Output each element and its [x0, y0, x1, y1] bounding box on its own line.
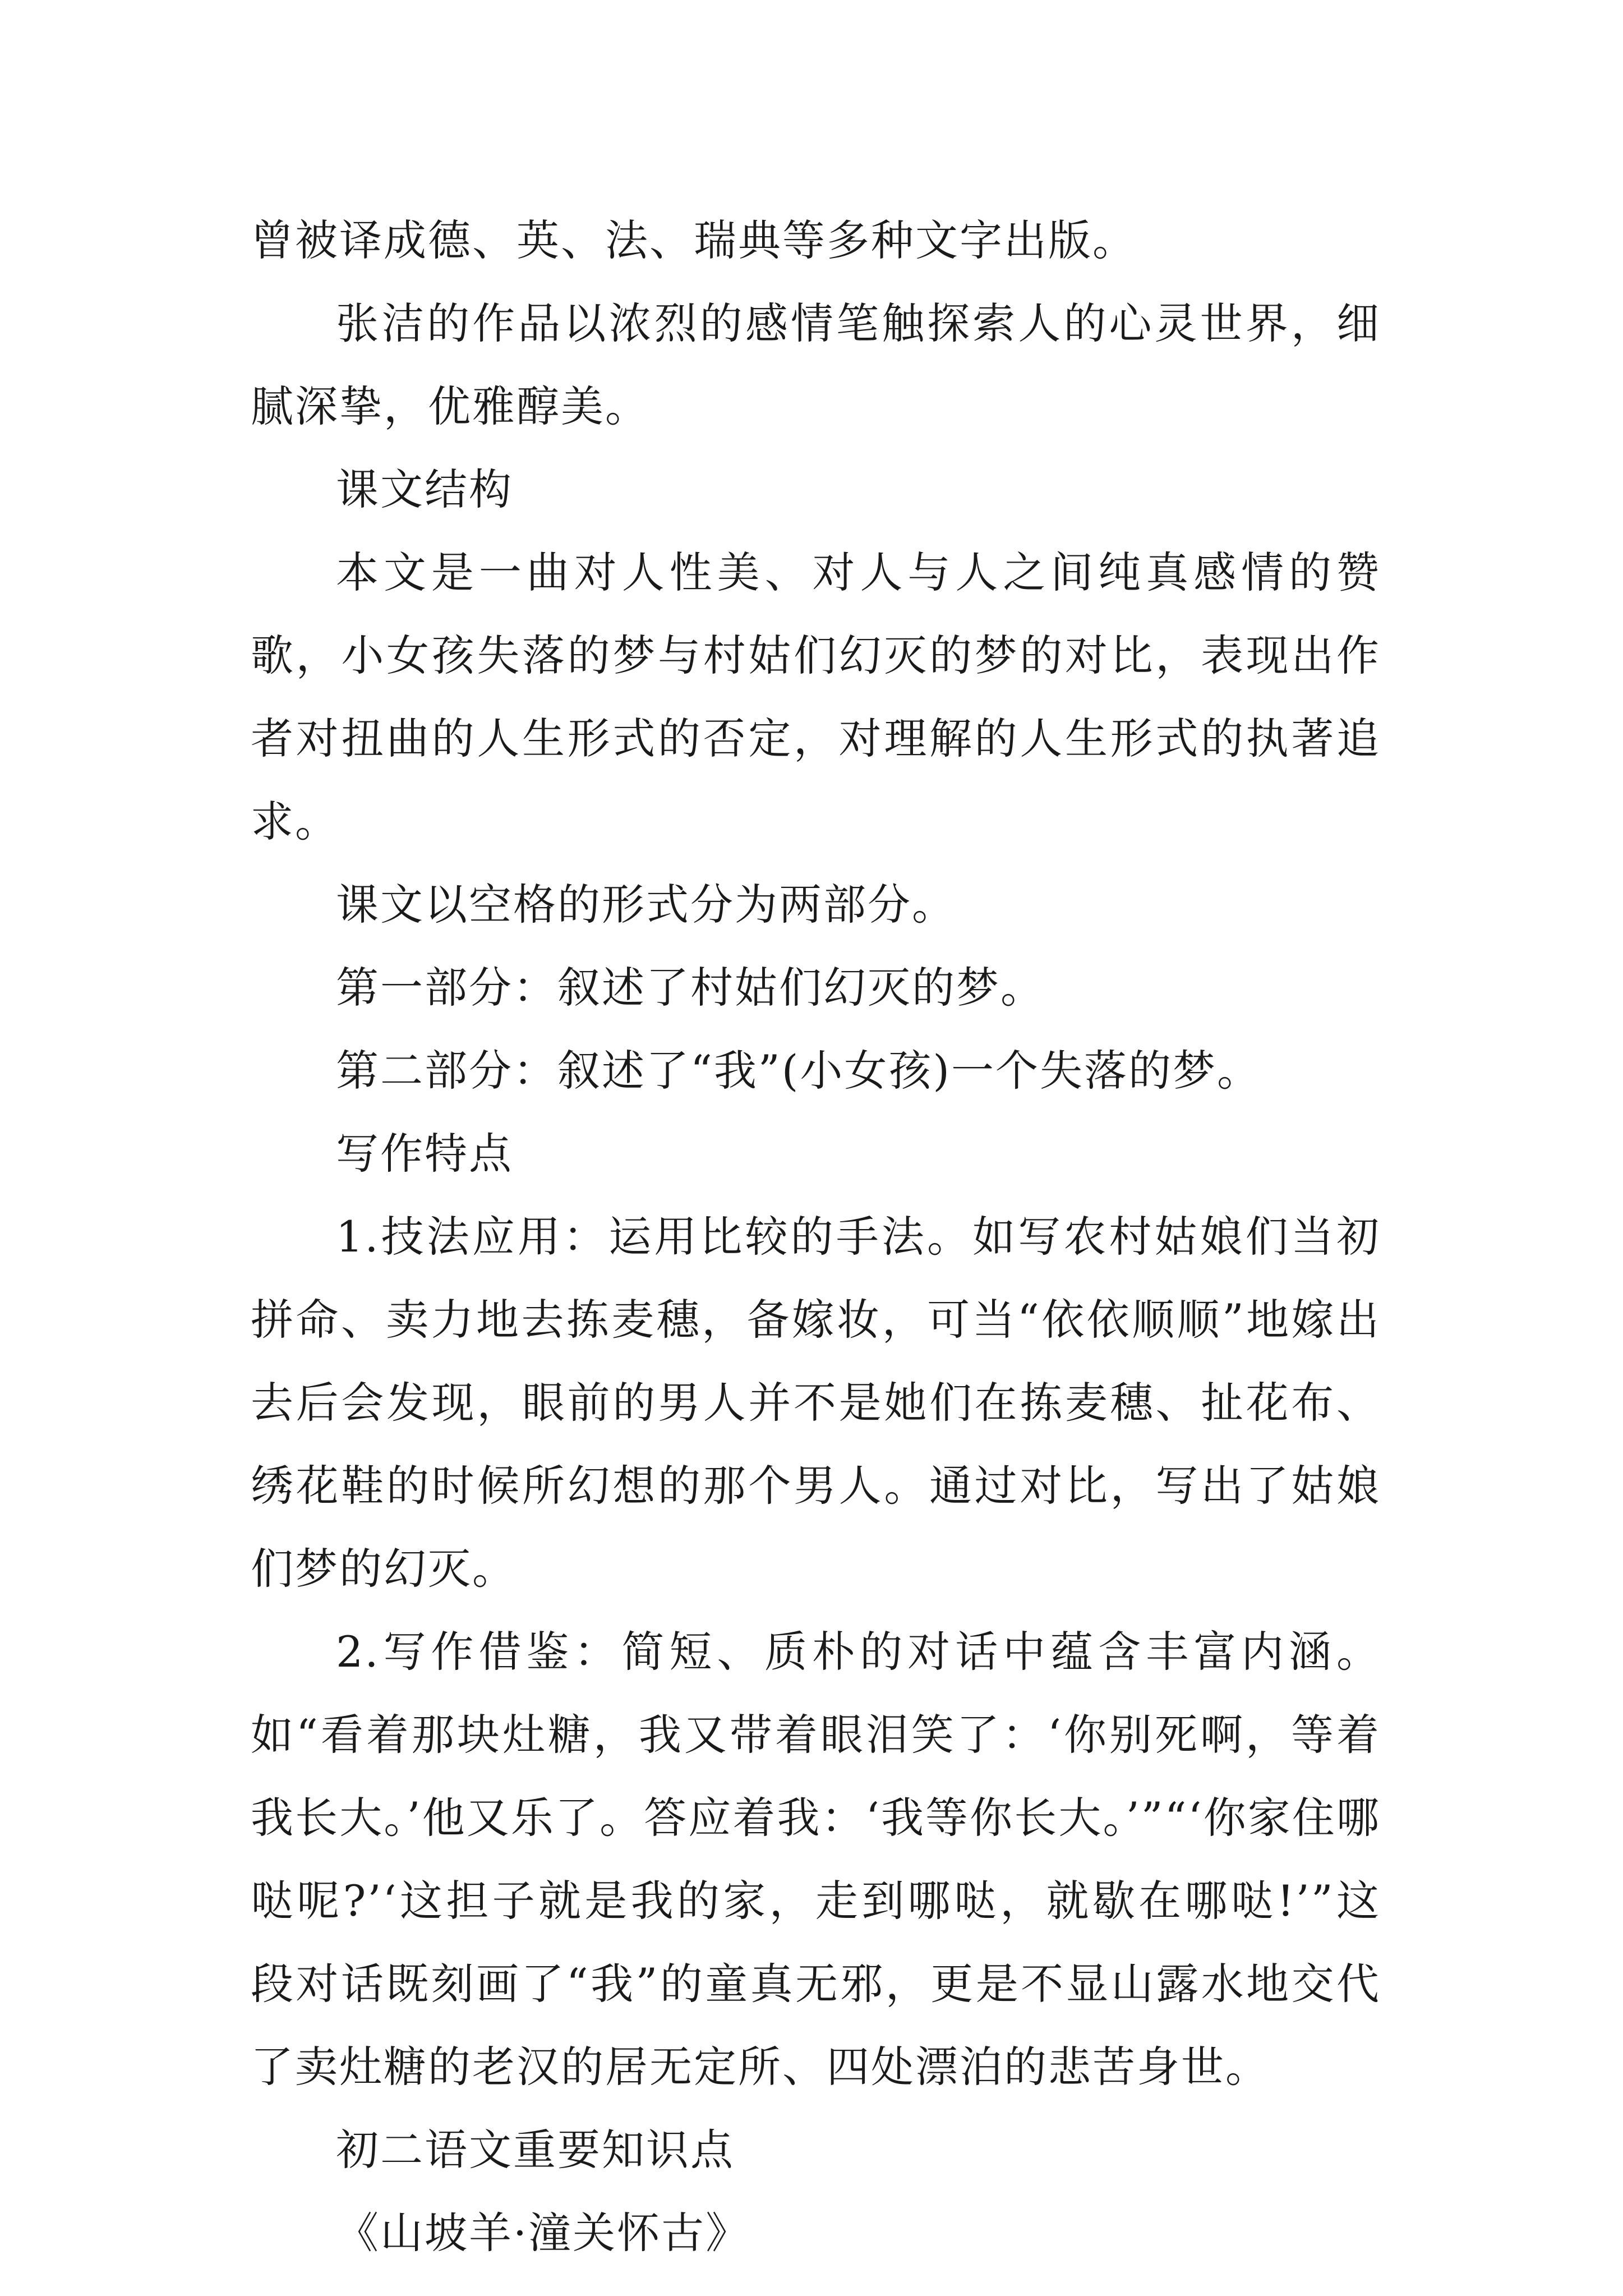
paragraph-parts-intro: 课文以空格的形式分为两部分。	[336, 880, 956, 930]
poem-title: 《山坡羊·潼关怀古》	[336, 2208, 750, 2258]
document-body	[251, 199, 1381, 2275]
section-heading-knowledge-points: 初二语文重要知识点	[336, 2125, 735, 2175]
paragraph-intro-continuation: 曾被译成德、英、法、瑞典等多种文字出版。	[251, 215, 1137, 265]
paragraph-part-two: 第二部分：叙述了“我”(小女孩)一个失落的梦。	[336, 1046, 1262, 1096]
paragraph-part-one: 第一部分：叙述了村姑们幻灭的梦。	[336, 963, 1045, 1013]
section-heading-writing-features: 写作特点	[336, 1129, 513, 1179]
paragraph-theme: 本文是一曲对人性美、对人与人之间纯真感情的赞歌，小女孩失落的梦与村姑们幻灭的梦的对比，表现出作者对扭曲的人生形式的否定，对理解的人生形式的执著追求。	[251, 547, 1381, 846]
paragraph-author-style: 张洁的作品以浓烈的感情笔触探索人的心灵世界，细腻深挚，优雅醇美。	[251, 298, 1381, 431]
section-heading-structure: 课文结构	[336, 464, 513, 514]
paragraph-feature-reference: 2.写作借鉴：简短、质朴的对话中蕴含丰富内涵。如“看着那块灶糖，我又带着眼泪笑了：‘你别死啊，等着我长大。’他又乐了。答应着我：‘我等你长大。’”“‘你家住哪哒呢?’‘这担子就是我的家，走到哪哒，就歇在哪哒!’”这段对话既刻画了“我”的童真无邪，更是不显山露水地交代了卖灶糖的老汉的居无定所、四处漂泊的悲苦身世。	[251, 1627, 1381, 2092]
paragraph-feature-technique: 1.技法应用：运用比较的手法。如写农村姑娘们当初拼命、卖力地去拣麦穗，备嫁妆，可当“依依顺顺”地嫁出去后会发现，眼前的男人并不是她们在拣麦穗、扯花布、绣花鞋的时候所幻想的那个男人。通过对比，写出了姑娘们梦的幻灭。	[251, 1212, 1381, 1594]
